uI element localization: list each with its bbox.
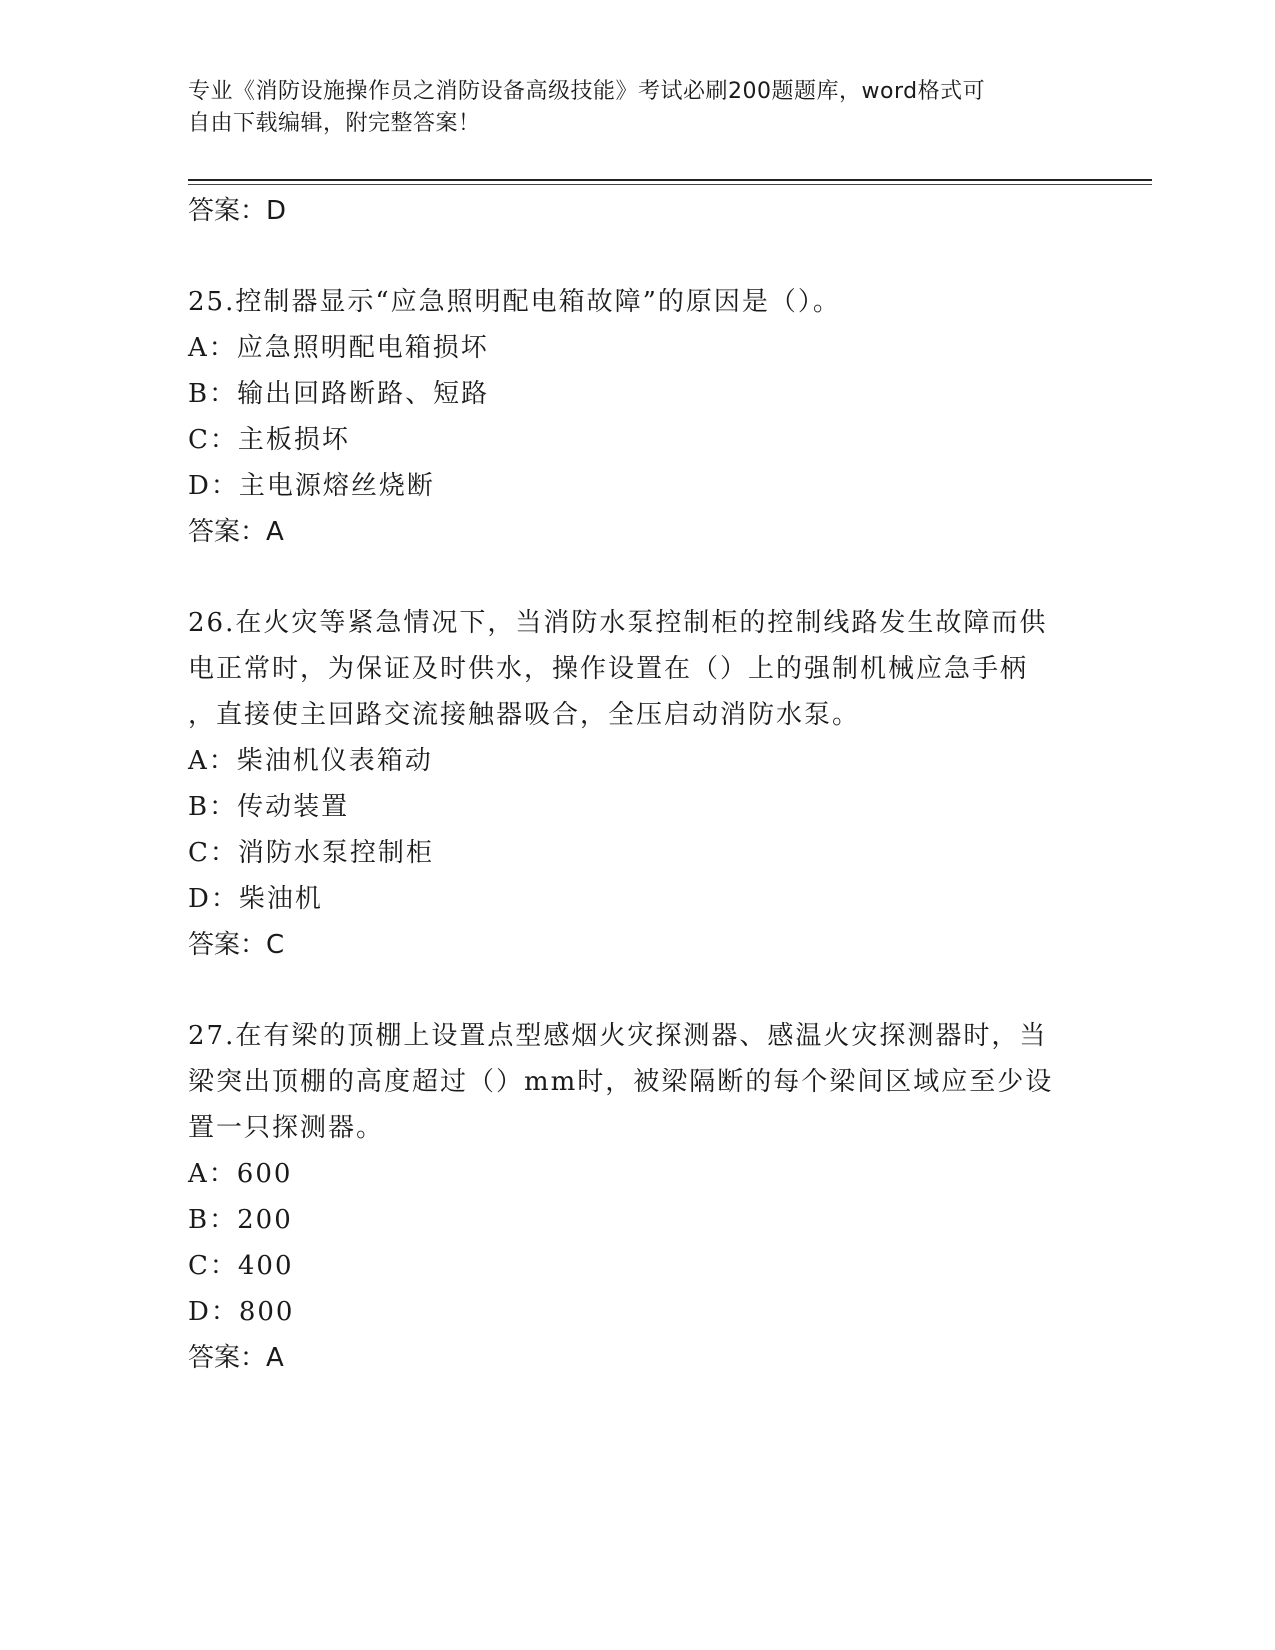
answer-line: 答案：A: [188, 1343, 284, 1373]
option-a: A：应急照明配电箱损坏: [188, 333, 489, 363]
question-text-line: 电正常时，为保证及时供水，操作设置在（）上的强制机械应急手柄: [188, 654, 1029, 684]
document-header: [188, 76, 1068, 140]
question-text-line: ，直接使主回路交流接触器吸合，全压启动消防水泵。: [188, 700, 861, 730]
header-line-1: 专业《消防设施操作员之消防设备高级技能》考试必刷200题题库，word格式可: [188, 79, 986, 104]
question-text-line: 梁突出顶棚的高度超过（）mm时，被梁隔断的每个梁间区域应至少设: [188, 1067, 1054, 1097]
document-body: [188, 188, 1088, 1381]
option-c: C：消防水泵控制柜: [188, 838, 434, 868]
option-b: B：传动装置: [188, 792, 350, 822]
answer-line: 答案：C: [188, 930, 285, 960]
option-b: B：输出回路断路、短路: [188, 379, 490, 409]
header-divider-thin: [188, 184, 1152, 185]
option-a: A：600: [188, 1159, 293, 1189]
previous-answer: 答案：D: [188, 196, 287, 226]
header-line-2: 自由下载编辑，附完整答案！: [188, 111, 481, 136]
option-b: B：200: [188, 1205, 293, 1235]
question-text-line: 27.在有梁的顶棚上设置点型感烟火灾探测器、感温火灾探测器时，当: [188, 1021, 1048, 1051]
question-text-line: 25.控制器显示“应急照明配电箱故障”的原因是（）。: [188, 287, 841, 317]
option-c: C：主板损坏: [188, 425, 350, 455]
option-a: A：柴油机仪表箱动: [188, 746, 433, 776]
header-divider-thick: [188, 179, 1152, 181]
question-text-line: 置一只探测器。: [188, 1113, 385, 1143]
option-d: D：800: [188, 1297, 295, 1327]
option-c: C：400: [188, 1251, 294, 1281]
option-d: D：柴油机: [188, 884, 323, 914]
option-d: D：主电源熔丝烧断: [188, 471, 435, 501]
question-block-25: [188, 279, 1088, 555]
question-block-26: [188, 600, 1088, 968]
question-text-line: 26.在火灾等紧急情况下，当消防水泵控制柜的控制线路发生故障而供: [188, 608, 1048, 638]
question-block-27: [188, 1013, 1088, 1381]
answer-line: 答案：A: [188, 517, 284, 547]
